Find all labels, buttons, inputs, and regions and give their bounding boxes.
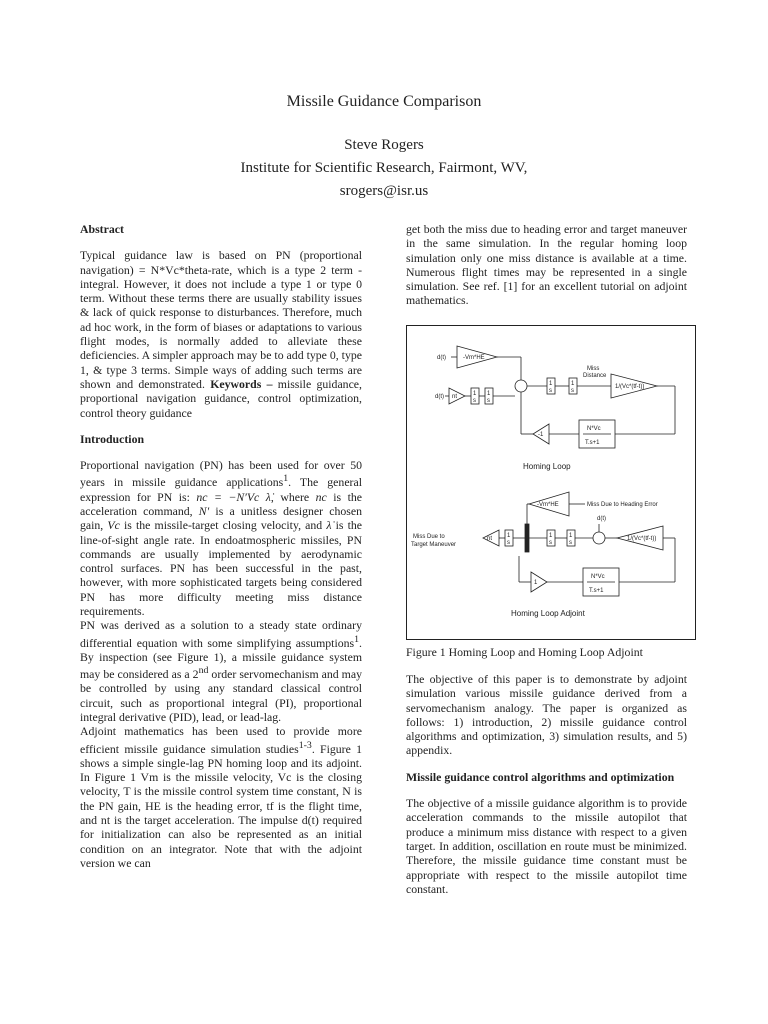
intro-paragraph-1: Proportional navigation (PN) has been used for over 50 years in missile guidance applications$^1$. The general expression for PN is: nc = −N′Vc λ̇, where nc is the acceleration command, N′ is a unitless designer chosen gain, Vc is the missile-target closing velocity, and λ̇ is the line-of-sight angle rate. In endoatmospheric missiles, PN commands are usually implemented by aerodynamic control surfaces. PN has been successful in the past, however, with more sophisticated targets being considered PN has more difficulty meeting miss distance requirements. — [80, 458, 363, 619]
homing-loop-label: Homing Loop — [523, 462, 571, 471]
svg-text:Distance: Distance — [583, 373, 607, 379]
svg-text:1: 1 — [571, 381, 575, 387]
left-column — [80, 222, 362, 870]
svg-text:N*Vc: N*Vc — [591, 574, 605, 580]
svg-text:nt: nt — [452, 394, 458, 400]
svg-text:-Vm*HE: -Vm*HE — [537, 502, 559, 508]
introduction-heading: Introduction — [80, 431, 145, 446]
abstract-text: Typical guidance law is based on PN (proportional navigation) = N*Vc*theta-rate, which is a type 2 term - integral. However, it does not include a type 1 or type 0 term. Without these terms there are usually stability issues & lack of quick response to disturbances. Therefore, much ad hoc work, in the form of biases or adaptations to various flight modes, is normally added to alleviate these deficiencies. A simpler approach may be to add type 0, type 1, & type 3 terms. Simple ways of adding such terms are shown and demonstrated. Keywords – missile guidance, proportional navigation guidance, control optimization, control theory guidance — [80, 248, 362, 420]
svg-text:s: s — [549, 540, 552, 546]
svg-text:nt: nt — [487, 536, 493, 542]
svg-text:T.s+1: T.s+1 — [585, 440, 600, 446]
svg-text:s: s — [571, 388, 574, 394]
miss-he-label: Miss Due to Heading Error — [587, 502, 658, 508]
svg-text:-1: -1 — [538, 432, 544, 438]
svg-text:1: 1 — [549, 533, 553, 539]
author-email[interactable]: srogers@isr.us — [339, 183, 429, 199]
svg-text:s: s — [569, 540, 572, 546]
svg-text:1: 1 — [507, 533, 511, 539]
right-column — [406, 222, 687, 308]
intro-paragraph-4: get both the miss due to heading error and target maneuver in the same simulation. In the regular homing loop simulation only one miss distance is available at a time. Numerous flight times may be represented in a single simulation. See ref. [1] for an excellent tutorial on adjoint mathematics. — [406, 222, 687, 308]
pn-equation: nc = −N′Vc λ̇ — [196, 489, 271, 504]
figure-1 — [406, 325, 696, 640]
keywords-text: missile guidance, proportional navigation guidance, control optimization, control theory guidance — [80, 376, 362, 420]
objective-paragraph: The objective of this paper is to demonstrate by adjoint simulation various missile guidance derived from a servomechanism analogy. The paper is organized as follows: 1) introduction, 2) missile guidance control algorithms and optimization, 3) simulation results, and 5) appendix. — [406, 672, 687, 758]
dt-label: d(t) — [437, 355, 446, 361]
svg-text:Miss: Miss — [587, 366, 600, 372]
svg-text:T.s+1: T.s+1 — [589, 588, 604, 594]
abstract-heading: Abstract — [80, 222, 124, 236]
sum-junction — [515, 380, 527, 392]
svg-text:d(t): d(t) — [597, 516, 606, 522]
svg-text:Target Maneuver: Target Maneuver — [411, 542, 457, 548]
paper-title: Missile Guidance Comparison — [286, 93, 482, 110]
section-heading-algorithms: Missile guidance control algorithms and optimization — [406, 769, 675, 784]
svg-text:1: 1 — [569, 533, 573, 539]
intro-paragraph-2: PN was derived as a solution to a steady state ordinary differential equation with some simplifying assumptions$^1$. By inspection (see Figure 1), a missile guidance system may be considered as a 2nd order servomechanism and may be controlled by using any standard classical control circuit, such as proportional integral (PI), proportional integral derivative (PID), lead, or lead-lag. — [80, 618, 362, 724]
homing-loop-adjoint-label: Homing Loop Adjoint — [511, 609, 585, 618]
svg-text:s: s — [487, 398, 490, 404]
intro-paragraph-3: Adjoint mathematics has been used to provide more efficient missile guidance simulation studies$^{1-3}$. Figure 1 shows a simple single-lag PN homing loop and its adjoint. In Figure 1 Vm is the missile velocity, Vc is the closing velocity, T is the missile control system time constant, N is the PN gain, HE is the heading error, tf is the flight time, and nt is the target acceleration. The impulse d(t) required for initialization can also be represented as an initial condition on an integrator. Note that with the adjoint version we can — [80, 724, 362, 870]
svg-text:1/(Vc*(tf-t)): 1/(Vc*(tf-t)) — [627, 536, 657, 542]
svg-text:1: 1 — [487, 391, 491, 397]
svg-text:s: s — [473, 398, 476, 404]
svg-text:Miss Due to: Miss Due to — [413, 534, 445, 540]
author-affiliation: Institute for Scientific Research, Fairmont, WV, — [240, 160, 528, 176]
svg-text:N*Vc: N*Vc — [587, 426, 601, 432]
keywords-label: Keywords – — [210, 376, 273, 391]
svg-text:1: 1 — [473, 391, 477, 397]
figure-caption: Figure 1 Homing Loop and Homing Loop Adjoint — [406, 645, 643, 659]
svg-text:s: s — [507, 540, 510, 546]
algorithms-paragraph: The objective of a missile guidance algorithm is to provide acceleration commands to the missile autopilot that produce a minimum miss distance with respect to a given target. In addition, oscillation en route must be minimized. Therefore, the missile guidance time constant must be appropriate with respect to the missile autopilot time constant. — [406, 796, 687, 896]
author-name: Steve Rogers — [344, 137, 424, 153]
dt2-label: d(t) — [435, 394, 444, 400]
right-column-lower — [406, 672, 687, 896]
author-block — [0, 134, 768, 203]
svg-text:1: 1 — [549, 381, 553, 387]
svg-text:1/(Vc*(tf-t)): 1/(Vc*(tf-t)) — [615, 384, 645, 390]
svg-text:1: 1 — [534, 580, 538, 586]
svg-text:s: s — [549, 388, 552, 394]
svg-text:-Vm*HE: -Vm*HE — [463, 355, 485, 361]
